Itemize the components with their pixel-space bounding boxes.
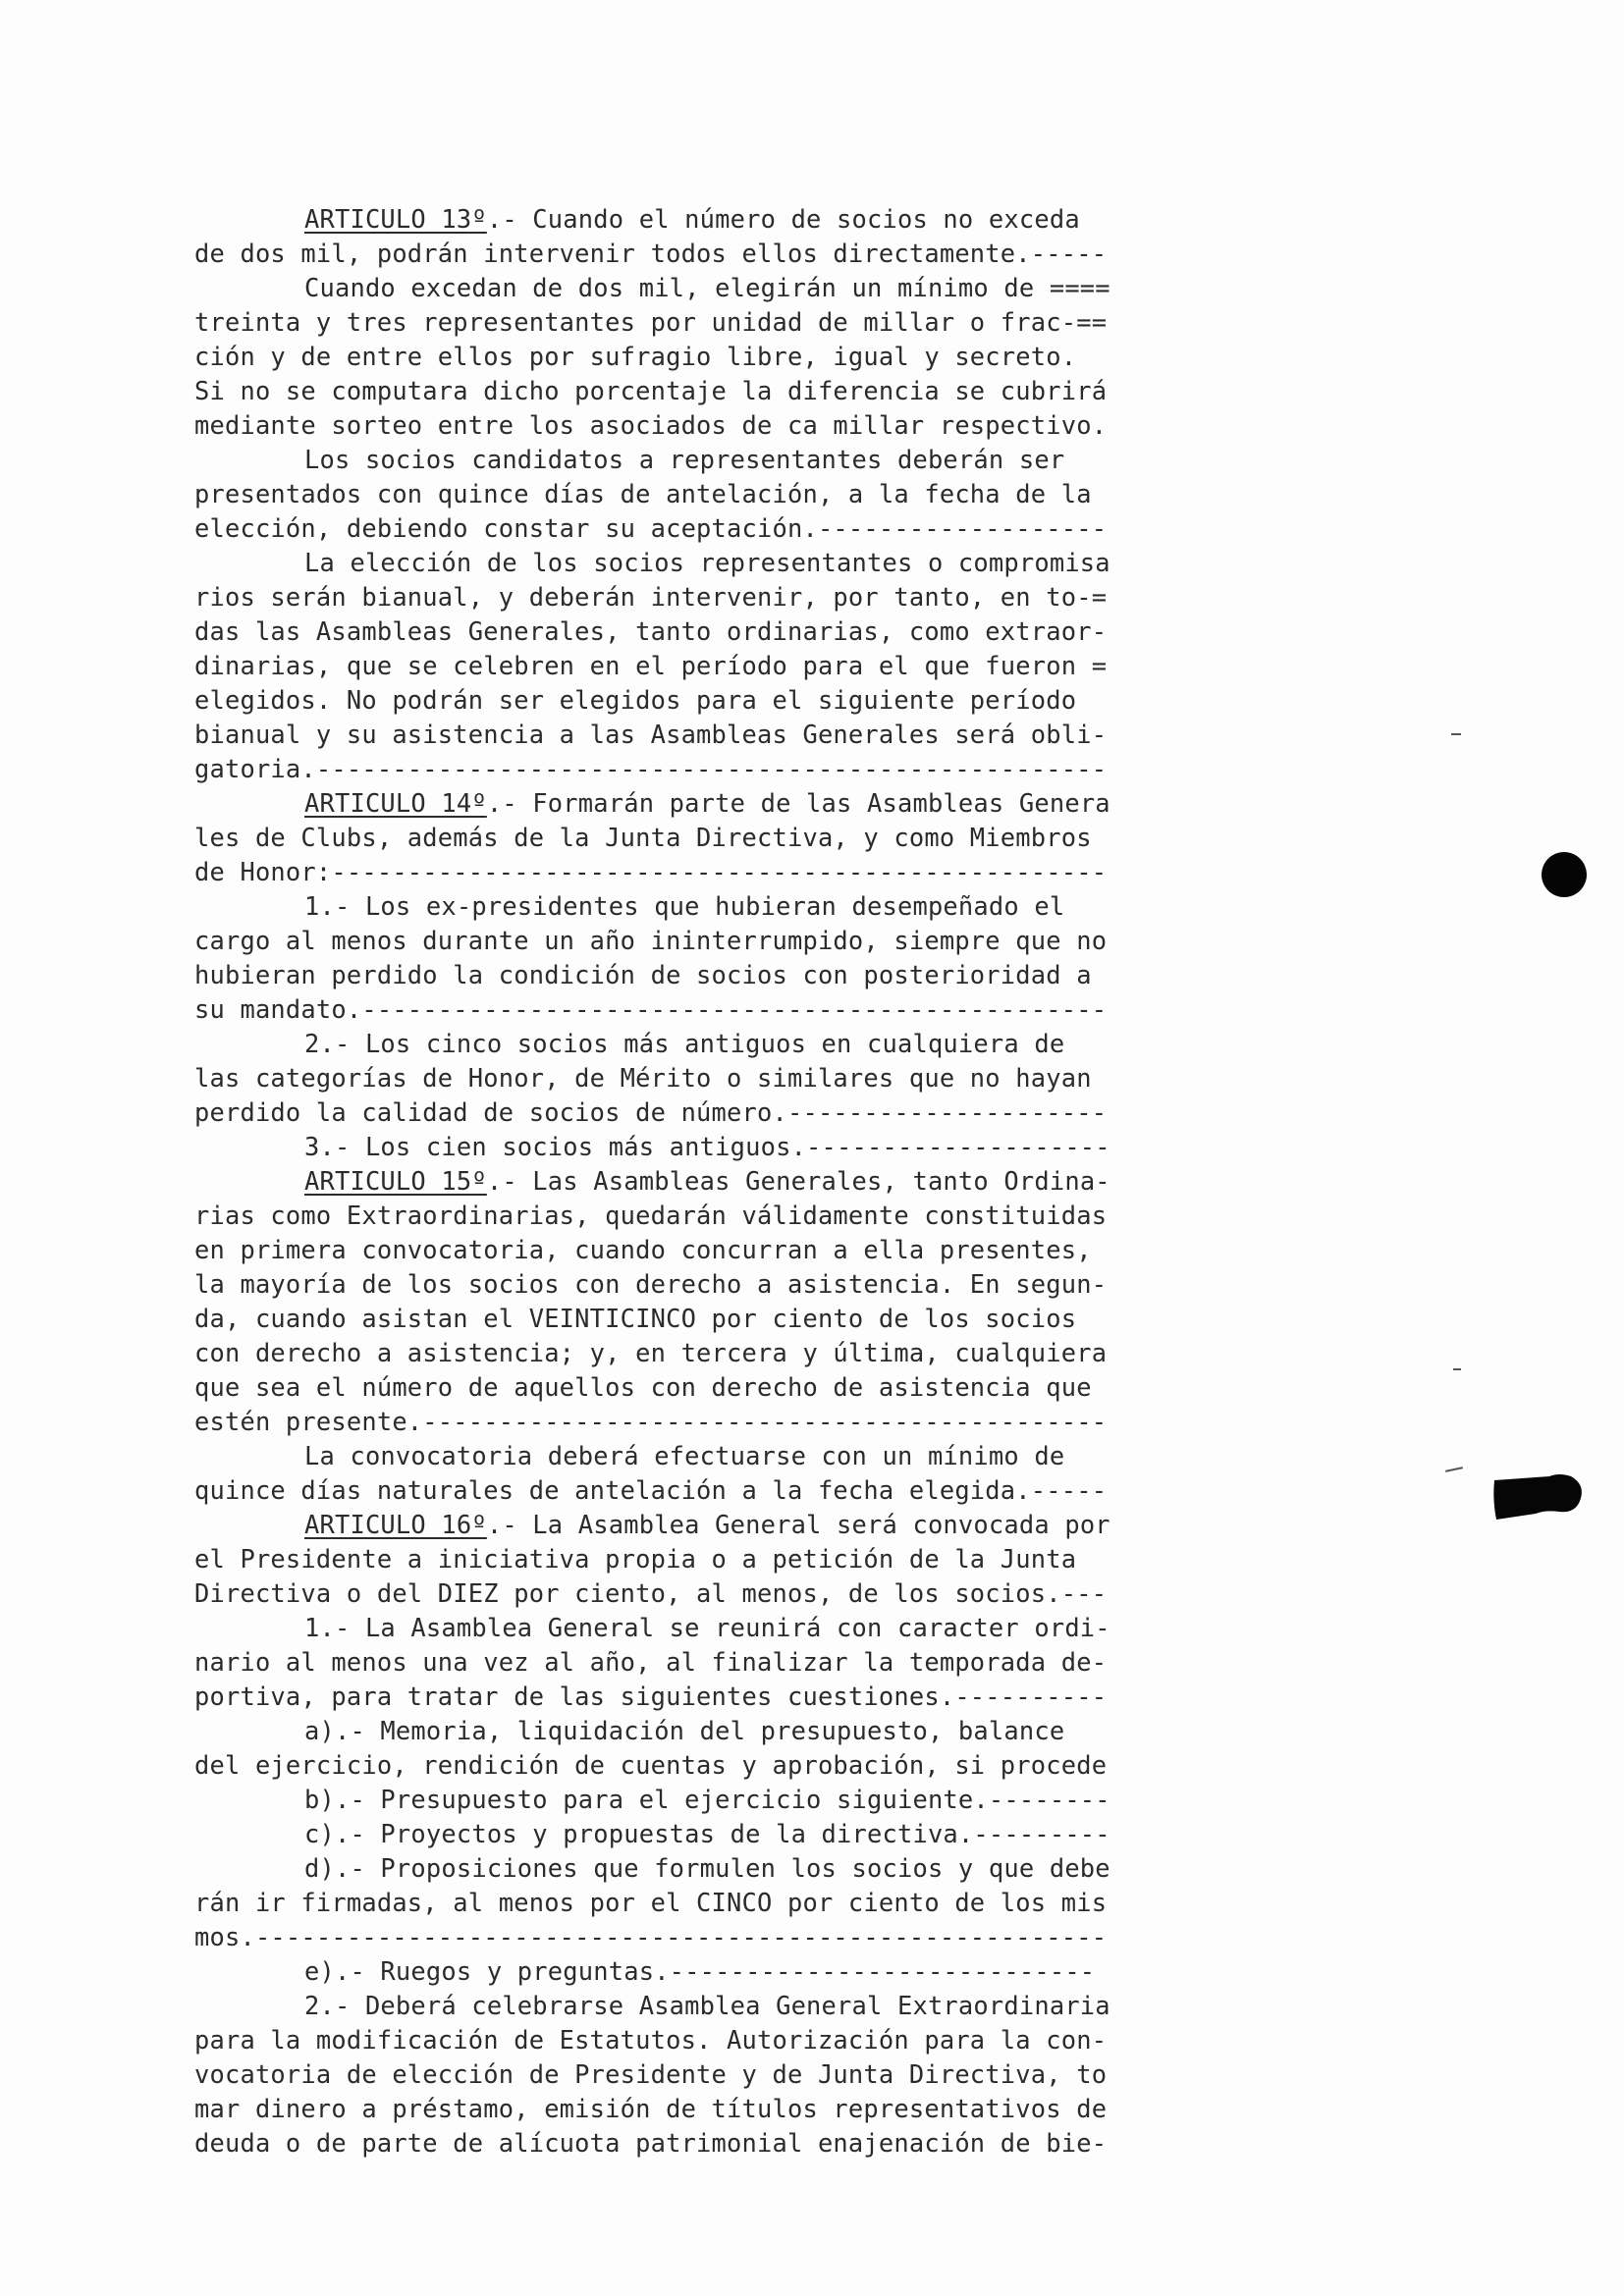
line-text: a).- Memoria, liquidación del presupuesto, balance: [304, 1716, 1065, 1745]
article-heading: ARTICULO 16º: [304, 1510, 487, 1539]
text-line: [194, 2092, 1180, 2126]
line-text: rán ir firmadas, al menos por el CINCO por ciento de los mis: [194, 1888, 1108, 1917]
line-text: cargo al menos durante un año ininterrumpido, siempre que no: [194, 926, 1108, 955]
line-text: estén presente.---------------------------------------------: [194, 1407, 1108, 1436]
line-text: vocatoria de elección de Presidente y de Junta Directiva, to: [194, 2059, 1108, 2089]
text-line: [194, 2023, 1180, 2057]
text-line: [194, 1336, 1180, 1370]
text-line: [194, 958, 1180, 992]
line-text: Cuando excedan de dos mil, elegirán un mínimo de ====: [304, 273, 1110, 302]
text-line: [194, 2126, 1180, 2161]
text-line: [194, 821, 1180, 855]
text-line: [194, 1439, 1180, 1473]
line-text: bianual y su asistencia a las Asambleas Generales será obli-: [194, 720, 1108, 749]
text-line: [194, 855, 1180, 889]
text-line: [194, 1233, 1180, 1267]
text-line: [194, 889, 1180, 924]
text-line: [194, 1370, 1180, 1405]
text-line: [194, 374, 1180, 408]
text-line: [194, 237, 1180, 271]
line-text: portiva, para tratar de las siguientes cuestiones.----------: [194, 1682, 1108, 1711]
line-text: La convocatoria deberá efectuarse con un mínimo de: [304, 1441, 1065, 1470]
line-text: quince días naturales de antelación a la fecha elegida.-----: [194, 1475, 1108, 1505]
line-text: Los socios candidatos a representantes deberán ser: [304, 445, 1065, 474]
line-text: perdido la calidad de socios de número.---------------------: [194, 1097, 1108, 1127]
text-line: [194, 1714, 1180, 1748]
line-text: b).- Presupuesto para el ejercicio siguiente.--------: [304, 1785, 1110, 1814]
text-line: [194, 305, 1180, 340]
line-text: del ejercicio, rendición de cuentas y aprobación, si procede: [194, 1750, 1108, 1780]
text-line: [194, 2057, 1180, 2092]
text-line: [194, 614, 1180, 649]
line-text: rios serán bianual, y deberán intervenir, por tanto, en to-=: [194, 582, 1108, 612]
text-line: [194, 1061, 1180, 1095]
text-line: [194, 752, 1180, 786]
text-line: [194, 1576, 1180, 1611]
line-text: que sea el número de aquellos con derecho de asistencia que: [194, 1372, 1092, 1402]
text-line: [194, 546, 1180, 580]
text-line: [194, 1954, 1180, 1989]
line-text: 2.- Los cinco socios más antiguos en cualquiera de: [304, 1029, 1065, 1058]
line-text: su mandato.-------------------------------------------------: [194, 994, 1108, 1024]
line-text: das las Asambleas Generales, tanto ordinarias, como extraor-: [194, 616, 1108, 646]
line-text: deuda o de parte de alícuota patrimonial enajenación de bie-: [194, 2128, 1108, 2158]
line-text: .- Cuando el número de socios no exceda: [486, 204, 1080, 234]
line-text: e).- Ruegos y preguntas.----------------------------: [304, 1956, 1096, 1986]
text-line: [194, 1542, 1180, 1576]
margin-mark: [1453, 1368, 1461, 1370]
text-line: [194, 1473, 1180, 1508]
line-text: mar dinero a préstamo, emisión de títulos representativos de: [194, 2094, 1108, 2123]
line-text: Si no se computara dicho porcentaje la diferencia se cubrirá: [194, 376, 1108, 405]
line-text: para la modificación de Estatutos. Autorización para la con-: [194, 2025, 1108, 2055]
text-line: [194, 477, 1180, 511]
text-line: [194, 649, 1180, 683]
line-text: mos.--------------------------------------------------------: [194, 1922, 1108, 1951]
text-line: [194, 718, 1180, 752]
line-text: La elección de los socios representantes o compromisa: [304, 548, 1110, 577]
text-line: [194, 1508, 1180, 1542]
text-line: [194, 1920, 1180, 1954]
text-line: [194, 1095, 1180, 1130]
line-text: c).- Proyectos y propuestas de la directiva.---------: [304, 1819, 1110, 1848]
line-text: mediante sorteo entre los asociados de ca millar respectivo.: [194, 410, 1108, 440]
text-line: [194, 1748, 1180, 1783]
margin-mark: [1445, 1467, 1463, 1472]
line-text: gatoria.----------------------------------------------------: [194, 754, 1108, 783]
line-text: .- La Asamblea General será convocada por: [486, 1510, 1110, 1539]
line-text: elección, debiendo constar su aceptación.-------------------: [194, 513, 1108, 543]
line-text: con derecho a asistencia; y, en tercera y última, cualquiera: [194, 1338, 1108, 1367]
text-line: [194, 1783, 1180, 1817]
line-text: d).- Proposiciones que formulen los socios y que debe: [304, 1853, 1110, 1883]
line-text: ción y de entre ellos por sufragio libre, igual y secreto.: [194, 342, 1077, 371]
margin-mark: [1451, 733, 1461, 735]
text-line: [194, 1130, 1180, 1164]
text-line: [194, 1851, 1180, 1886]
article-heading: ARTICULO 14º: [304, 788, 487, 818]
text-line: [194, 340, 1180, 374]
line-text: la mayoría de los socios con derecho a asistencia. En segun-: [194, 1269, 1108, 1299]
text-line: [194, 1680, 1180, 1714]
text-line: [194, 1164, 1180, 1199]
line-text: dinarias, que se celebren en el período para el que fueron =: [194, 651, 1108, 680]
text-line: [194, 992, 1180, 1027]
text-line: [194, 1989, 1180, 2023]
line-text: 3.- Los cien socios más antiguos.--------------------: [304, 1132, 1110, 1161]
text-line: [194, 202, 1180, 237]
line-text: presentados con quince días de antelación, a la fecha de la: [194, 479, 1092, 508]
article-heading: ARTICULO 13º: [304, 204, 487, 234]
text-line: [194, 408, 1180, 443]
text-line: [194, 1302, 1180, 1336]
text-line: [194, 1199, 1180, 1233]
line-text: en primera convocatoria, cuando concurran a ella presentes,: [194, 1235, 1092, 1264]
line-text: de Honor:---------------------------------------------------: [194, 857, 1108, 886]
text-line: [194, 786, 1180, 821]
ink-blot-mark: [1490, 1470, 1585, 1522]
text-line: [194, 1886, 1180, 1920]
statute-text-body: [194, 202, 1180, 2161]
text-line: [194, 511, 1180, 546]
line-text: de dos mil, podrán intervenir todos ellos directamente.-----: [194, 239, 1108, 268]
text-line: [194, 1817, 1180, 1851]
text-line: [194, 683, 1180, 718]
line-text: 1.- La Asamblea General se reunirá con caracter ordi-: [304, 1613, 1110, 1642]
text-line: [194, 271, 1180, 305]
line-text: les de Clubs, además de la Junta Directiva, y como Miembros: [194, 823, 1092, 852]
line-text: nario al menos una vez al año, al finalizar la temporada de-: [194, 1647, 1108, 1677]
text-line: [194, 1611, 1180, 1645]
line-text: el Presidente a iniciativa propia o a petición de la Junta: [194, 1544, 1077, 1574]
line-text: treinta y tres representantes por unidad de millar o frac-==: [194, 307, 1108, 337]
line-text: 1.- Los ex-presidentes que hubieran desempeñado el: [304, 891, 1065, 921]
text-line: [194, 1645, 1180, 1680]
line-text: .- Las Asambleas Generales, tanto Ordina-: [486, 1166, 1110, 1196]
article-heading: ARTICULO 15º: [304, 1166, 487, 1196]
text-line: [194, 1267, 1180, 1302]
text-line: [194, 580, 1180, 614]
punch-hole-mark: [1542, 852, 1587, 897]
line-text: las categorías de Honor, de Mérito o similares que no hayan: [194, 1063, 1092, 1093]
text-line: [194, 1405, 1180, 1439]
text-line: [194, 924, 1180, 958]
line-text: 2.- Deberá celebrarse Asamblea General Extraordinaria: [304, 1991, 1110, 2020]
text-line: [194, 443, 1180, 477]
line-text: Directiva o del DIEZ por ciento, al menos, de los socios.---: [194, 1578, 1108, 1608]
line-text: .- Formarán parte de las Asambleas Genera: [486, 788, 1110, 818]
text-line: [194, 1027, 1180, 1061]
line-text: da, cuando asistan el VEINTICINCO por ciento de los socios: [194, 1304, 1077, 1333]
line-text: rias como Extraordinarias, quedarán válidamente constituidas: [194, 1201, 1108, 1230]
line-text: hubieran perdido la condición de socios con posterioridad a: [194, 960, 1092, 989]
line-text: elegidos. No podrán ser elegidos para el siguiente período: [194, 685, 1077, 715]
